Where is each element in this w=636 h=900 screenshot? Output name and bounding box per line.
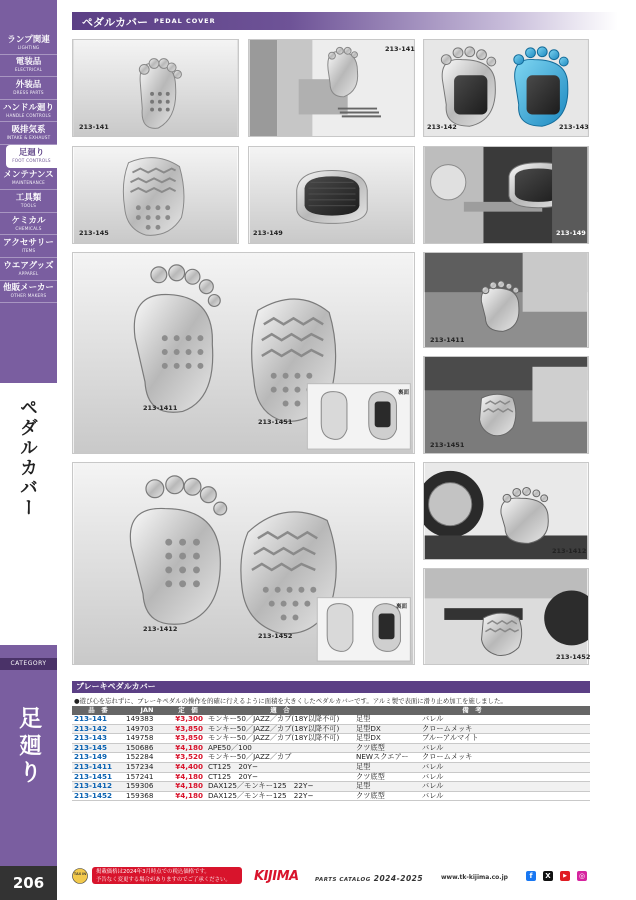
photo-caption: 213-1452: [258, 632, 293, 640]
product-description: ●遊び心を忘れずに、ブレーキペダルの操作を的確に行えるように面積を大きくしたペダルカバーです。アルミ製で表面に滑り止め加工を施しました。: [74, 697, 507, 705]
tab-sublabel: ITEMS: [21, 248, 36, 254]
photo-213-1411-1451: [72, 252, 415, 454]
part-number: 213-1452: [72, 791, 124, 801]
photo-caption: 213-1411: [430, 336, 465, 344]
foot-pedal-image: [73, 40, 238, 136]
fitment: モンキー50／JAZZ／カブ(18Y以降不可): [206, 724, 354, 734]
photo-caption: 213-145: [79, 229, 109, 237]
photo-caption: 213-1412: [552, 547, 587, 555]
jan-code: 159368: [124, 791, 170, 801]
jan-code: 152284: [124, 753, 170, 763]
fitment: APE50／100: [206, 743, 354, 753]
section-label: ペダルカバー: [17, 398, 38, 518]
tab-sublabel: MAINTENANCE: [12, 180, 45, 186]
price: ¥4,180: [170, 782, 206, 792]
tax-in-icon: [72, 868, 88, 884]
tab-label: 足廻り: [18, 147, 45, 158]
tab-label: 吸排気系: [11, 125, 46, 136]
installed-shoe-pedal-image: [424, 357, 588, 453]
tab-handle-controls[interactable]: [0, 100, 57, 123]
finish: バレル: [420, 743, 590, 753]
tab-sublabel: APPAREL: [18, 270, 39, 276]
tab-sublabel: ELECTRICAL: [14, 67, 43, 73]
tab-label: 外装品: [15, 79, 42, 90]
photo-caption: 213-141: [385, 45, 415, 53]
category-tag: CATEGORY: [0, 658, 57, 670]
tax-in-text: TAX IN: [73, 872, 87, 877]
photo-213-141-installed: [248, 39, 415, 137]
tab-label: ケミカル: [11, 215, 46, 226]
column-header: 備 考: [354, 706, 590, 715]
fitment: モンキー50／JAZZ／カブ(18Y以降不可): [206, 715, 354, 724]
price: ¥3,300: [170, 715, 206, 724]
fitment: DAX125／モンキー125 22Y−: [206, 782, 354, 792]
tab-dress-parts[interactable]: [0, 77, 57, 100]
page-header: [72, 12, 618, 30]
notice-line: 掲載価格は2024年3月時点での税込価格です。: [96, 869, 210, 875]
pedal-type: 足型: [354, 782, 420, 792]
photo-caption: 213-1451: [258, 418, 293, 426]
jan-code: 150686: [124, 743, 170, 753]
page-title-en: PEDAL COVER: [154, 17, 216, 25]
photo-caption: 213-149: [253, 229, 283, 237]
tab-items[interactable]: [0, 235, 57, 258]
column-header: 適 合: [206, 706, 354, 715]
installed-dax-foot-pedal-image: [424, 463, 588, 559]
category-tabs: [0, 32, 57, 303]
finish: クロームメッキ: [420, 724, 590, 734]
pedal-type: クツ底型: [354, 772, 420, 782]
part-number: 213-145: [72, 743, 124, 753]
photo-213-1452-installed: [423, 568, 589, 665]
part-number: 213-142: [72, 724, 124, 734]
column-header: 定 価: [170, 706, 206, 715]
back-view-label: 裏面: [398, 390, 410, 396]
finish: バレル: [420, 782, 590, 792]
kijima-logo: KIJIMA: [254, 869, 299, 884]
tab-label: メンテナンス: [3, 170, 54, 181]
photo-caption: 213-143: [559, 123, 589, 131]
x-icon[interactable]: X: [543, 871, 553, 881]
price: ¥3,850: [170, 734, 206, 744]
pedal-type: クツ底型: [354, 743, 420, 753]
jan-code: 157241: [124, 772, 170, 782]
photo-caption: 213-1411: [143, 404, 178, 412]
page-title: ペダルカバー: [82, 16, 148, 29]
pedal-type: NEWスクエアー: [354, 753, 420, 763]
part-number: 213-1411: [72, 762, 124, 772]
installed-foot-pedal-image: [424, 253, 588, 347]
tab-electrical[interactable]: [0, 55, 57, 78]
pedal-type: 足型: [354, 715, 420, 724]
fitment: CT125 20Y−: [206, 772, 354, 782]
catalog-name: PARTS CATALOG: [315, 877, 371, 883]
youtube-icon[interactable]: ▶: [560, 871, 570, 881]
product-section-title: ブレーキペダルカバー: [76, 682, 156, 691]
tab-sublabel: OTHER MAKERS: [10, 293, 47, 299]
tab-chemicals[interactable]: [0, 213, 57, 236]
installed-pedal-image: [249, 40, 414, 136]
price-notice: [92, 867, 242, 884]
price: ¥4,400: [170, 762, 206, 772]
part-number: 213-1451: [72, 772, 124, 782]
tab-label: 電装品: [15, 57, 42, 68]
jan-code: 157234: [124, 762, 170, 772]
pedal-type: クツ底型: [354, 791, 420, 801]
tab-apparel[interactable]: [0, 258, 57, 281]
website-url[interactable]: www.tk-kijima.co.jp: [441, 874, 508, 881]
fitment: モンキー50／JAZZ／カブ(18Y以降不可): [206, 734, 354, 744]
photo-caption: 213-1452: [556, 653, 591, 661]
finish: ブルーアルマイト: [420, 734, 590, 744]
page-number: 206: [0, 866, 57, 900]
table-row: [72, 734, 590, 744]
fitment: DAX125／モンキー125 22Y−: [206, 791, 354, 801]
photo-213-1451-installed: [423, 356, 589, 454]
tab-sublabel: HANDLE CONTROLS: [6, 112, 51, 118]
finish: クロームメッキ: [420, 753, 590, 763]
price: ¥4,180: [170, 743, 206, 753]
finish: バレル: [420, 715, 590, 724]
part-number: 213-143: [72, 734, 124, 744]
photo-caption: 213-1451: [430, 441, 465, 449]
pedal-type: 足型DX: [354, 734, 420, 744]
photo-caption: 213-1412: [143, 625, 178, 633]
category-name: 足廻り: [15, 706, 41, 787]
table-row: [72, 782, 590, 792]
dax125-pedals-image: [73, 463, 414, 664]
photo-caption: 213-141: [79, 123, 109, 131]
pedal-type: 足型DX: [354, 724, 420, 734]
sidebar: [0, 0, 57, 900]
pedal-type: 足型: [354, 762, 420, 772]
table-row: [72, 715, 590, 724]
tab-label: 工具類: [15, 192, 42, 203]
fitment: CT125 20Y−: [206, 762, 354, 772]
jan-code: 149703: [124, 724, 170, 734]
tab-label: ウエアグッズ: [3, 260, 54, 271]
tab-label: アクセサリー: [3, 238, 54, 249]
part-number: 213-1412: [72, 782, 124, 792]
facebook-icon[interactable]: f: [526, 871, 536, 881]
photo-213-1412-1452: [72, 462, 415, 665]
table-row: [72, 762, 590, 772]
part-number: 213-149: [72, 753, 124, 763]
tab-sublabel: TOOLS: [20, 202, 37, 208]
catalog-years: 2024-2025: [373, 874, 424, 883]
tab-lighting[interactable]: [0, 32, 57, 55]
back-view-label: 裏面: [396, 604, 408, 610]
price: ¥4,180: [170, 772, 206, 782]
installed-dax-shoe-pedal-image: [424, 569, 591, 664]
finish: バレル: [420, 772, 590, 782]
jan-code: 159306: [124, 782, 170, 792]
tab-sublabel: INTAKE & EXHAUST: [6, 135, 51, 141]
price: ¥3,520: [170, 753, 206, 763]
photo-213-1411-installed: [423, 252, 589, 348]
photo-213-1412-installed: [423, 462, 589, 560]
photo-caption: 213-142: [427, 123, 457, 131]
price: ¥4,180: [170, 791, 206, 801]
product-section-bar: [72, 681, 590, 693]
column-header: JAN: [124, 706, 170, 715]
tab-foot-controls[interactable]: [6, 145, 57, 168]
tab-intake-exhaust[interactable]: [0, 122, 57, 145]
tab-label: 他販メーカー: [3, 283, 54, 294]
column-header: 品 番: [72, 706, 124, 715]
table-row: [72, 791, 590, 801]
photo-caption: 213-149: [556, 229, 586, 237]
tab-sublabel: CHEMICALS: [15, 225, 42, 231]
part-number: 213-141: [72, 715, 124, 724]
jan-code: 149758: [124, 734, 170, 744]
fitment: モンキー50／JAZZ／カブ: [206, 753, 354, 763]
spec-table: [72, 706, 590, 801]
tab-other-makers[interactable]: [0, 281, 57, 304]
ct125-pedals-image: [73, 253, 414, 453]
tab-tools[interactable]: [0, 190, 57, 213]
dx-pedals-image: [424, 40, 588, 136]
tab-sublabel: DRESS PARTS: [13, 89, 44, 95]
tab-label: ランプ関連: [7, 34, 50, 45]
catalog-label: [315, 874, 423, 883]
tab-label: ハンドル廻り: [2, 102, 54, 113]
tab-maintenance[interactable]: [0, 168, 57, 191]
finish: バレル: [420, 791, 590, 801]
tab-sublabel: FOOT CONTROLS: [12, 157, 51, 163]
price: ¥3,850: [170, 724, 206, 734]
instagram-icon[interactable]: ◎: [578, 872, 586, 880]
notice-line: 予告なく変更する場合がありますのでご了承ください。: [96, 877, 231, 883]
tax-in-badge: [72, 868, 88, 884]
jan-code: 149383: [124, 715, 170, 724]
finish: バレル: [420, 762, 590, 772]
tab-sublabel: LIGHTING: [17, 44, 40, 50]
